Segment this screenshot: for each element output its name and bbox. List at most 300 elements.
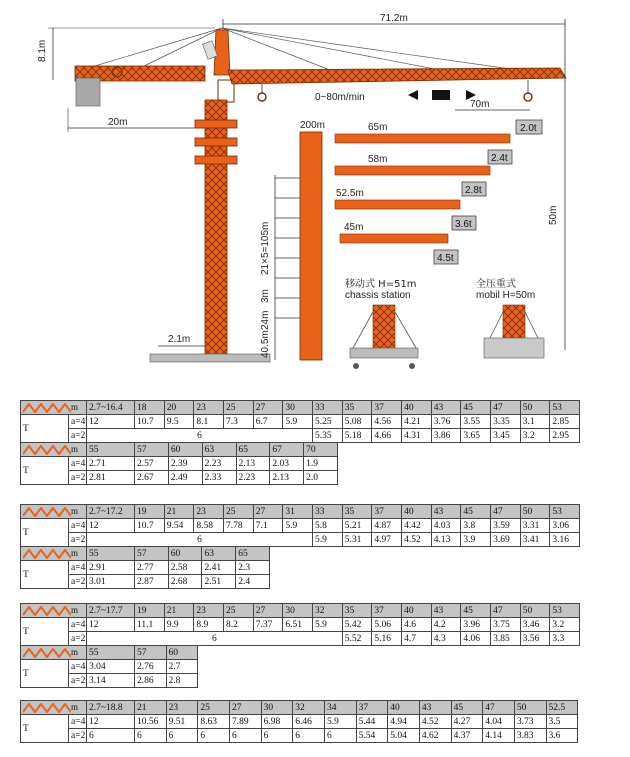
table-header-cell: 30 xyxy=(283,604,313,618)
table-header-cell: 2.7~16.4 xyxy=(87,401,135,415)
table-header-cell: 32 xyxy=(313,604,343,618)
mast-ticks xyxy=(275,178,300,318)
table-header-cell: 23 xyxy=(194,604,224,618)
table-header-cell: 33 xyxy=(313,505,343,519)
station-1-line2: chassis station xyxy=(345,290,411,301)
mast-sections-label: 21×5=105m xyxy=(260,221,271,275)
table-cell: 6 xyxy=(229,729,261,743)
jib-zigzag-icon xyxy=(23,606,71,616)
table-cell: 2.85 xyxy=(550,415,580,429)
table-header-cell: m xyxy=(21,401,87,415)
table-cell: 3.06 xyxy=(550,519,580,533)
table-cell: 2.87 xyxy=(135,575,169,589)
table-cell: 12 xyxy=(87,519,135,533)
table-cell: 4.04 xyxy=(483,715,515,729)
table-header-cell: 65 xyxy=(236,443,270,457)
load-table-2-extension xyxy=(20,546,270,589)
table-cell: 7.78 xyxy=(224,519,254,533)
table-cell: T xyxy=(21,618,69,646)
table-cell: 5.9 xyxy=(324,715,356,729)
table-cell: 4.97 xyxy=(372,533,402,547)
height-top-label: 8.1m xyxy=(37,39,48,62)
table-cell: 2.23 xyxy=(236,471,270,485)
table-cell: 4.42 xyxy=(402,519,432,533)
table-cell: 5.16 xyxy=(372,632,402,646)
table-header-cell: 2.7~18.8 xyxy=(87,701,135,715)
jib-zigzag-icon xyxy=(23,403,71,413)
table-header-cell: 18 xyxy=(135,401,165,415)
table-header-cell: 45 xyxy=(461,401,491,415)
table-cell: 10.56 xyxy=(135,715,167,729)
table-header-cell: 47 xyxy=(483,701,515,715)
right-gap-dimension xyxy=(455,99,530,110)
table-header-cell: 23 xyxy=(166,701,198,715)
table-cell: 4.87 xyxy=(372,519,402,533)
table-cell: 10.7 xyxy=(135,519,165,533)
right-height-label: 50m xyxy=(548,205,559,225)
base-width-dimension xyxy=(158,334,205,346)
table-header-cell: 43 xyxy=(431,505,461,519)
table-cell: 1.9 xyxy=(304,457,338,471)
table-header-cell: 53 xyxy=(550,401,580,415)
load-table-3 xyxy=(20,603,610,646)
table-cell: 5.42 xyxy=(342,618,372,632)
table-cell: 4.03 xyxy=(431,519,461,533)
arrow-left-icon xyxy=(408,90,418,100)
table-header-cell: 32 xyxy=(293,701,325,715)
load-table-1-extension xyxy=(20,442,338,485)
table-cell: 12 xyxy=(87,715,135,729)
table-header-cell: 27 xyxy=(253,401,283,415)
jib-zigzag-icon xyxy=(23,703,71,713)
table-cell: 8.2 xyxy=(224,618,254,632)
table-header-cell: 37 xyxy=(372,604,402,618)
table-cell: a=2 xyxy=(69,575,87,589)
table-cell: T xyxy=(21,519,69,547)
table-row xyxy=(21,646,198,660)
table-cell: 12 xyxy=(87,415,135,429)
table-header-cell: 55 xyxy=(87,547,135,561)
table-cell: T xyxy=(21,457,69,485)
table-cell: 2.81 xyxy=(87,471,135,485)
table-cell: 2.41 xyxy=(202,561,236,575)
table-cell: 3.56 xyxy=(520,632,550,646)
table-cell: 5.9 xyxy=(313,533,343,547)
right-gap-label: 70m xyxy=(470,99,490,110)
svg-text:45m: 45m xyxy=(344,222,364,233)
table-cell: 4.27 xyxy=(451,715,483,729)
table-cell: 3.8 xyxy=(461,519,491,533)
table-cell: 6 xyxy=(198,729,230,743)
table-header-cell: 25 xyxy=(224,505,254,519)
table-header-cell: 40 xyxy=(402,604,432,618)
table-cell: 3.86 xyxy=(431,429,461,443)
table-cell: 3.3 xyxy=(550,632,580,646)
load-table-2 xyxy=(20,504,610,547)
table-row xyxy=(21,533,610,547)
table-header-cell: 45 xyxy=(461,505,491,519)
table-cell: a=4 xyxy=(69,618,87,632)
table-cell: 5.06 xyxy=(372,618,402,632)
table-header-cell: 25 xyxy=(198,701,230,715)
table-cell: 3.69 xyxy=(491,533,521,547)
table-cell: 8.63 xyxy=(198,715,230,729)
table-header-cell: 25 xyxy=(224,401,254,415)
tip-load-label: 2.0t xyxy=(520,123,537,134)
table-header-cell: 47 xyxy=(491,604,521,618)
table-cell: 6 xyxy=(324,729,356,743)
table-cell: 6.46 xyxy=(293,715,325,729)
table-header-cell: m xyxy=(21,604,87,618)
table-cell: 3.2 xyxy=(520,429,550,443)
table-header-cell: 55 xyxy=(87,646,135,660)
table-header-cell: 2.7~17.2 xyxy=(87,505,135,519)
jib-option-65 xyxy=(335,122,512,164)
table-header-cell: 57 xyxy=(135,443,169,457)
table-row xyxy=(21,561,270,575)
table-header-cell: 67 xyxy=(270,443,304,457)
table-cell: 2.57 xyxy=(135,457,169,471)
table-cell: 2.67 xyxy=(135,471,169,485)
station-2-line2: mobil H=50m xyxy=(476,290,536,301)
section-40m-label: 40.5m xyxy=(260,330,271,358)
table-cell: 2.58 xyxy=(168,561,202,575)
mast-sections-dimension xyxy=(260,175,275,360)
table-row xyxy=(21,729,610,743)
table-cell: 6 xyxy=(87,729,135,743)
table-cell: 4.06 xyxy=(461,632,491,646)
table-header-cell: 30 xyxy=(283,401,313,415)
table-cell: 5.25 xyxy=(313,415,343,429)
table-cell: 2.51 xyxy=(202,575,236,589)
table-cell: T xyxy=(21,660,69,688)
table-header-cell: 21 xyxy=(164,604,194,618)
table-cell: 5.18 xyxy=(342,429,372,443)
table-header-cell: 40 xyxy=(402,401,432,415)
table-cell: 2.13 xyxy=(270,471,304,485)
table-cell: a=4 xyxy=(69,457,87,471)
jib-length-label: 71.2m xyxy=(380,13,408,24)
right-height-dimension xyxy=(548,80,565,350)
table-cell: 12 xyxy=(87,618,135,632)
jib-zigzag-icon xyxy=(23,549,71,559)
table-cell: 3.45 xyxy=(491,429,521,443)
svg-text:3.6t: 3.6t xyxy=(455,219,472,230)
table-cell: a=2 xyxy=(69,674,87,688)
table-row xyxy=(21,660,198,674)
table-header-cell: 60 xyxy=(168,547,202,561)
section-3m-label: 3m xyxy=(260,289,271,303)
table-cell: 9.51 xyxy=(166,715,198,729)
counterweight xyxy=(76,78,100,106)
table-cell: 3.41 xyxy=(520,533,550,547)
table-header-cell: 53 xyxy=(550,505,580,519)
table-cell: 4.94 xyxy=(388,715,420,729)
table-cell: 3.6 xyxy=(546,729,578,743)
table-cell: 4.14 xyxy=(483,729,515,743)
table-cell: 3.04 xyxy=(87,660,135,674)
table-row xyxy=(21,547,270,561)
climbing-frame xyxy=(195,156,237,164)
svg-text:4.5t: 4.5t xyxy=(437,253,454,264)
table-header-cell: 43 xyxy=(419,701,451,715)
climbing-frame xyxy=(195,138,237,146)
tower-base xyxy=(150,354,270,362)
table-cell: 4.13 xyxy=(431,533,461,547)
trolley-speed-label: 0~80m/min xyxy=(315,92,365,103)
table-cell: T xyxy=(21,415,69,443)
main-jib xyxy=(228,68,566,84)
table-header-cell: 45 xyxy=(451,701,483,715)
table-cell: a=2 xyxy=(69,632,87,646)
table-cell: 3.76 xyxy=(431,415,461,429)
table-row xyxy=(21,505,610,519)
table-cell: 2.7 xyxy=(166,660,198,674)
svg-text:58m: 58m xyxy=(368,154,388,165)
table-header-cell: 53 xyxy=(550,604,580,618)
svg-text:52.5m: 52.5m xyxy=(336,188,364,199)
table-cell: 2.86 xyxy=(135,674,166,688)
table-cell: 8.9 xyxy=(194,618,224,632)
hook-icon xyxy=(524,93,532,101)
svg-text:2.8t: 2.8t xyxy=(465,185,482,196)
table-header-cell: 2.7~17.7 xyxy=(87,604,135,618)
table-cell: 6.7 xyxy=(253,415,283,429)
table-cell: 3.59 xyxy=(491,519,521,533)
table-cell: 3.01 xyxy=(87,575,135,589)
table-cell: T xyxy=(21,561,69,589)
table-cell: a=2 xyxy=(69,471,87,485)
table-header-cell: 43 xyxy=(431,401,461,415)
table-cell: 3.85 xyxy=(491,632,521,646)
table-cell: 2.3 xyxy=(236,561,270,575)
load-table-4 xyxy=(20,700,610,743)
table-cell: 3.75 xyxy=(491,618,521,632)
table-cell: 6 xyxy=(87,533,313,547)
table-header-cell: m xyxy=(21,701,87,715)
table-cell: 2.33 xyxy=(202,471,236,485)
table-cell: 8.58 xyxy=(194,519,224,533)
table-row xyxy=(21,519,610,533)
table-header-cell: 50 xyxy=(520,505,550,519)
table-cell: 2.91 xyxy=(87,561,135,575)
column-200m xyxy=(300,132,322,360)
table-cell: 10.7 xyxy=(135,415,165,429)
table-cell: 2.39 xyxy=(168,457,202,471)
table-row xyxy=(21,457,338,471)
table-header-cell: m xyxy=(21,505,87,519)
table-cell: 7.3 xyxy=(224,415,254,429)
table-cell: 3.35 xyxy=(491,415,521,429)
table-cell: 4.2 xyxy=(431,618,461,632)
table-cell: a=2 xyxy=(69,429,87,443)
table-header-cell: 19 xyxy=(135,505,165,519)
table-row xyxy=(21,715,610,729)
table-header-cell: 70 xyxy=(304,443,338,457)
table-row xyxy=(21,604,610,618)
table-row xyxy=(21,618,610,632)
table-cell: 2.0 xyxy=(304,471,338,485)
table-header-cell: 60 xyxy=(166,646,198,660)
table-cell: 9.9 xyxy=(164,618,194,632)
table-cell: 2.76 xyxy=(135,660,166,674)
table-cell: 2.71 xyxy=(87,457,135,471)
table-header-cell: 50 xyxy=(520,604,550,618)
table-cell: 5.9 xyxy=(283,519,313,533)
table-header-cell: 27 xyxy=(253,505,283,519)
table-cell: 6 xyxy=(261,729,293,743)
table-header-cell: 25 xyxy=(224,604,254,618)
table-cell: 3.16 xyxy=(550,533,580,547)
table-header-cell: 27 xyxy=(229,701,261,715)
table-cell: 2.8 xyxy=(166,674,198,688)
table-row xyxy=(21,401,610,415)
table-cell: 11.1 xyxy=(135,618,165,632)
table-cell: 3.31 xyxy=(520,519,550,533)
table-cell: 9.5 xyxy=(164,415,194,429)
jib-zigzag-icon xyxy=(23,648,71,658)
table-cell: 6 xyxy=(87,429,313,443)
table-header-cell: 31 xyxy=(283,505,313,519)
table-cell: 5.35 xyxy=(313,429,343,443)
table-cell: 3.96 xyxy=(461,618,491,632)
table-header-cell: 35 xyxy=(342,401,372,415)
table-header-cell: m xyxy=(21,646,87,660)
table-cell: 6.51 xyxy=(283,618,313,632)
load-table-1 xyxy=(20,400,610,443)
table-header-cell: 23 xyxy=(194,505,224,519)
table-header-cell: 47 xyxy=(491,505,521,519)
hook-icon xyxy=(258,93,266,101)
table-header-cell: 40 xyxy=(402,505,432,519)
table-cell: 4.62 xyxy=(419,729,451,743)
table-header-cell: 37 xyxy=(372,505,402,519)
table-cell: 4.21 xyxy=(402,415,432,429)
table-row xyxy=(21,415,610,429)
table-cell: 5.9 xyxy=(283,415,313,429)
jib-option-45 xyxy=(340,222,458,264)
table-cell: 4.52 xyxy=(419,715,451,729)
table-cell: 4.66 xyxy=(372,429,402,443)
table-header-cell: 40 xyxy=(388,701,420,715)
table-cell: 6 xyxy=(135,729,167,743)
table-cell: 3.1 xyxy=(520,415,550,429)
table-header-cell: 57 xyxy=(135,646,166,660)
table-header-cell: 43 xyxy=(431,604,461,618)
table-header-cell: 35 xyxy=(342,505,372,519)
table-row xyxy=(21,471,338,485)
table-cell: 4.56 xyxy=(372,415,402,429)
table-cell: 7.89 xyxy=(229,715,261,729)
table-header-cell: 52.5 xyxy=(546,701,578,715)
table-cell: 3.65 xyxy=(461,429,491,443)
table-cell: 2.49 xyxy=(168,471,202,485)
table-header-cell: 47 xyxy=(491,401,521,415)
table-cell: 9.54 xyxy=(164,519,194,533)
table-cell: 2.77 xyxy=(135,561,169,575)
climbing-frame xyxy=(195,120,237,128)
jib-zigzag-icon xyxy=(23,445,71,455)
table-cell: 2.23 xyxy=(202,457,236,471)
table-row xyxy=(21,632,610,646)
table-cell: 3.9 xyxy=(461,533,491,547)
table-header-cell: 35 xyxy=(342,604,372,618)
table-cell: a=2 xyxy=(69,729,87,743)
table-cell: 6 xyxy=(87,632,343,646)
station-2-line1: 全压重式 xyxy=(476,279,516,290)
table-cell: a=4 xyxy=(69,415,87,429)
table-cell: 5.54 xyxy=(356,729,388,743)
table-row xyxy=(21,701,610,715)
table-cell: 2.03 xyxy=(270,457,304,471)
table-header-cell: m xyxy=(21,547,87,561)
table-cell: 2.4 xyxy=(236,575,270,589)
table-cell: 6 xyxy=(166,729,198,743)
table-header-cell: 55 xyxy=(87,443,135,457)
table-cell: a=2 xyxy=(69,533,87,547)
table-header-cell: 60 xyxy=(168,443,202,457)
station-1-line1: 移动式 H=51m xyxy=(345,279,417,290)
table-cell: 5.52 xyxy=(342,632,372,646)
svg-text:65m: 65m xyxy=(368,122,388,133)
table-cell: 4.52 xyxy=(402,533,432,547)
table-cell: 5.44 xyxy=(356,715,388,729)
table-header-cell: 37 xyxy=(372,401,402,415)
table-cell: 6.98 xyxy=(261,715,293,729)
table-header-cell: 30 xyxy=(261,701,293,715)
table-header-cell: m xyxy=(21,443,87,457)
table-cell: 8.1 xyxy=(194,415,224,429)
table-cell: 7.37 xyxy=(253,618,283,632)
table-cell: 5.9 xyxy=(313,618,343,632)
table-header-cell: 50 xyxy=(520,401,550,415)
table-header-cell: 27 xyxy=(253,604,283,618)
table-cell: 5.8 xyxy=(313,519,343,533)
table-cell: 3.73 xyxy=(514,715,546,729)
table-header-cell: 23 xyxy=(194,401,224,415)
table-header-cell: 21 xyxy=(164,505,194,519)
ballast-station-icon xyxy=(484,305,544,358)
table-header-cell: 57 xyxy=(135,547,169,561)
table-header-cell: 50 xyxy=(514,701,546,715)
table-cell: a=4 xyxy=(69,715,87,729)
table-row xyxy=(21,443,338,457)
base-width-label: 2.1m xyxy=(168,334,191,345)
table-cell: 5.31 xyxy=(342,533,372,547)
chassis-station-icon xyxy=(350,305,418,369)
counter-jib-label: 20m xyxy=(108,117,128,128)
table-row xyxy=(21,429,610,443)
table-header-cell: 21 xyxy=(135,701,167,715)
table-cell: 5.21 xyxy=(342,519,372,533)
table-cell: a=4 xyxy=(69,519,87,533)
table-cell: 3.55 xyxy=(461,415,491,429)
load-table-3-extension xyxy=(20,645,198,688)
table-header-cell: 34 xyxy=(324,701,356,715)
table-cell: 3.14 xyxy=(87,674,135,688)
table-cell: 4.37 xyxy=(451,729,483,743)
table-cell: 4.7 xyxy=(402,632,432,646)
table-cell: 4.6 xyxy=(402,618,432,632)
table-header-cell: 33 xyxy=(313,401,343,415)
table-cell: 2.68 xyxy=(168,575,202,589)
table-cell: 4.3 xyxy=(431,632,461,646)
table-cell: 5.04 xyxy=(388,729,420,743)
table-header-cell: 20 xyxy=(164,401,194,415)
table-cell: 3.5 xyxy=(546,715,578,729)
trolley-icon xyxy=(432,90,450,100)
table-cell: 6 xyxy=(293,729,325,743)
